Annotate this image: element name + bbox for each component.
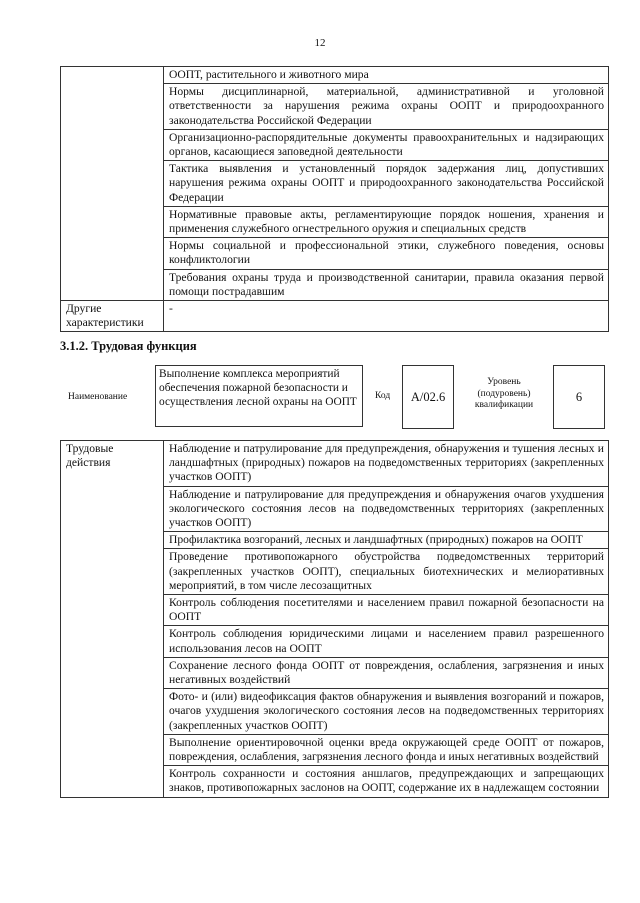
level-box: 6 <box>553 365 605 429</box>
table-cell: Фото- и (или) видеофиксация фактов обнаружения и выявления возгораний и пожаров, очагов ухудшения экологического состояния лесов на подведомственных территориях (закрепленных участков ООПТ) <box>164 689 609 735</box>
knowledge-table <box>60 66 609 332</box>
level-label: Уровень (подуровень) квалификации <box>474 377 534 410</box>
table-cell: Нормы социальной и профессиональной этики, служебного поведения, основы конфликтологии <box>164 238 609 269</box>
table-cell: Нормативные правовые акты, регламентирующие порядок ношения, хранения и применения служебного огнестрельного оружия и специальных средств <box>164 206 609 237</box>
name-label: Наименование <box>68 392 128 402</box>
table-cell: Тактика выявления и установленный порядок задержания лиц, допустивших нарушения режима охраны ООПТ и природоохранного законодательства Российской Федерации <box>164 161 609 207</box>
table-cell: Выполнение ориентировочной оценки вреда окружающей среде ООПТ от пожаров, повреждения, ослабления, загрязнения лесного фонда и иных негативных воздействий <box>164 734 609 765</box>
table-cell: Контроль сохранности и состояния аншлагов, предупреждающих и запрещающих знаков, противопожарных заслонов на ООПТ, содержание их в надлежащем состоянии <box>164 766 609 797</box>
code-label: Код <box>375 391 391 401</box>
table-cell: Наблюдение и патрулирование для предупреждения и обнаружения очагов ухудшения экологического состояния лесов на подведомственных территориях (закрепленных участков ООПТ) <box>164 486 609 532</box>
table-cell: Профилактика возгораний, лесных и ландшафтных (природных) пожаров на ООПТ <box>164 532 609 549</box>
labor-actions-label: Трудовые действия <box>61 441 164 798</box>
code-box: А/02.6 <box>402 365 454 429</box>
table-row <box>61 301 609 332</box>
function-header <box>60 365 620 429</box>
table-cell: Наблюдение и патрулирование для предупреждения, обнаружения и тушения лесных и ландшафтных (природных) пожаров на подведомственных территориях (закрепленных участков ООПТ) <box>164 441 609 487</box>
other-characteristics-label: Другие характеристики <box>61 301 164 332</box>
table-cell: Сохранение лесного фонда ООПТ от повреждения, ослабления, загрязнения и иных негативных воздействий <box>164 657 609 688</box>
labor-actions-table <box>60 440 609 798</box>
page-number: 12 <box>314 37 326 49</box>
table-cell: Нормы дисциплинарной, материальной, административной и уголовной ответственности за нарушения режима охраны ООПТ и природоохранного законодательства Российской Федерации <box>164 84 609 130</box>
section-title: 3.1.2. Трудовая функция <box>60 339 197 353</box>
table-row <box>61 441 609 487</box>
table-cell: ООПТ, растительного и животного мира <box>164 67 609 84</box>
table-cell: Организационно-распорядительные документы правоохранительных и надзирающих органов, касающиеся заповедной деятельности <box>164 129 609 160</box>
table-cell: Контроль соблюдения посетителями и населением правил пожарной безопасности на ООПТ <box>164 595 609 626</box>
function-name-box: Выполнение комплекса мероприятий обеспечения пожарной безопасности и осуществления лесной охраны на ООПТ <box>155 365 363 427</box>
table-cell: Проведение противопожарного обустройства подведомственных территорий (закрепленных участков ООПТ), специальных биотехнических и мелиоративных мероприятий, в том числе лесозащитных <box>164 549 609 595</box>
table-cell: Требования охраны труда и производственной санитарии, правила оказания первой помощи пострадавшим <box>164 269 609 300</box>
table-cell: Контроль соблюдения юридическими лицами и населением правил разрешенного использования лесов на ООПТ <box>164 626 609 657</box>
label-cell-empty <box>61 67 164 301</box>
other-characteristics-value: - <box>164 301 609 332</box>
table-row <box>61 67 609 84</box>
